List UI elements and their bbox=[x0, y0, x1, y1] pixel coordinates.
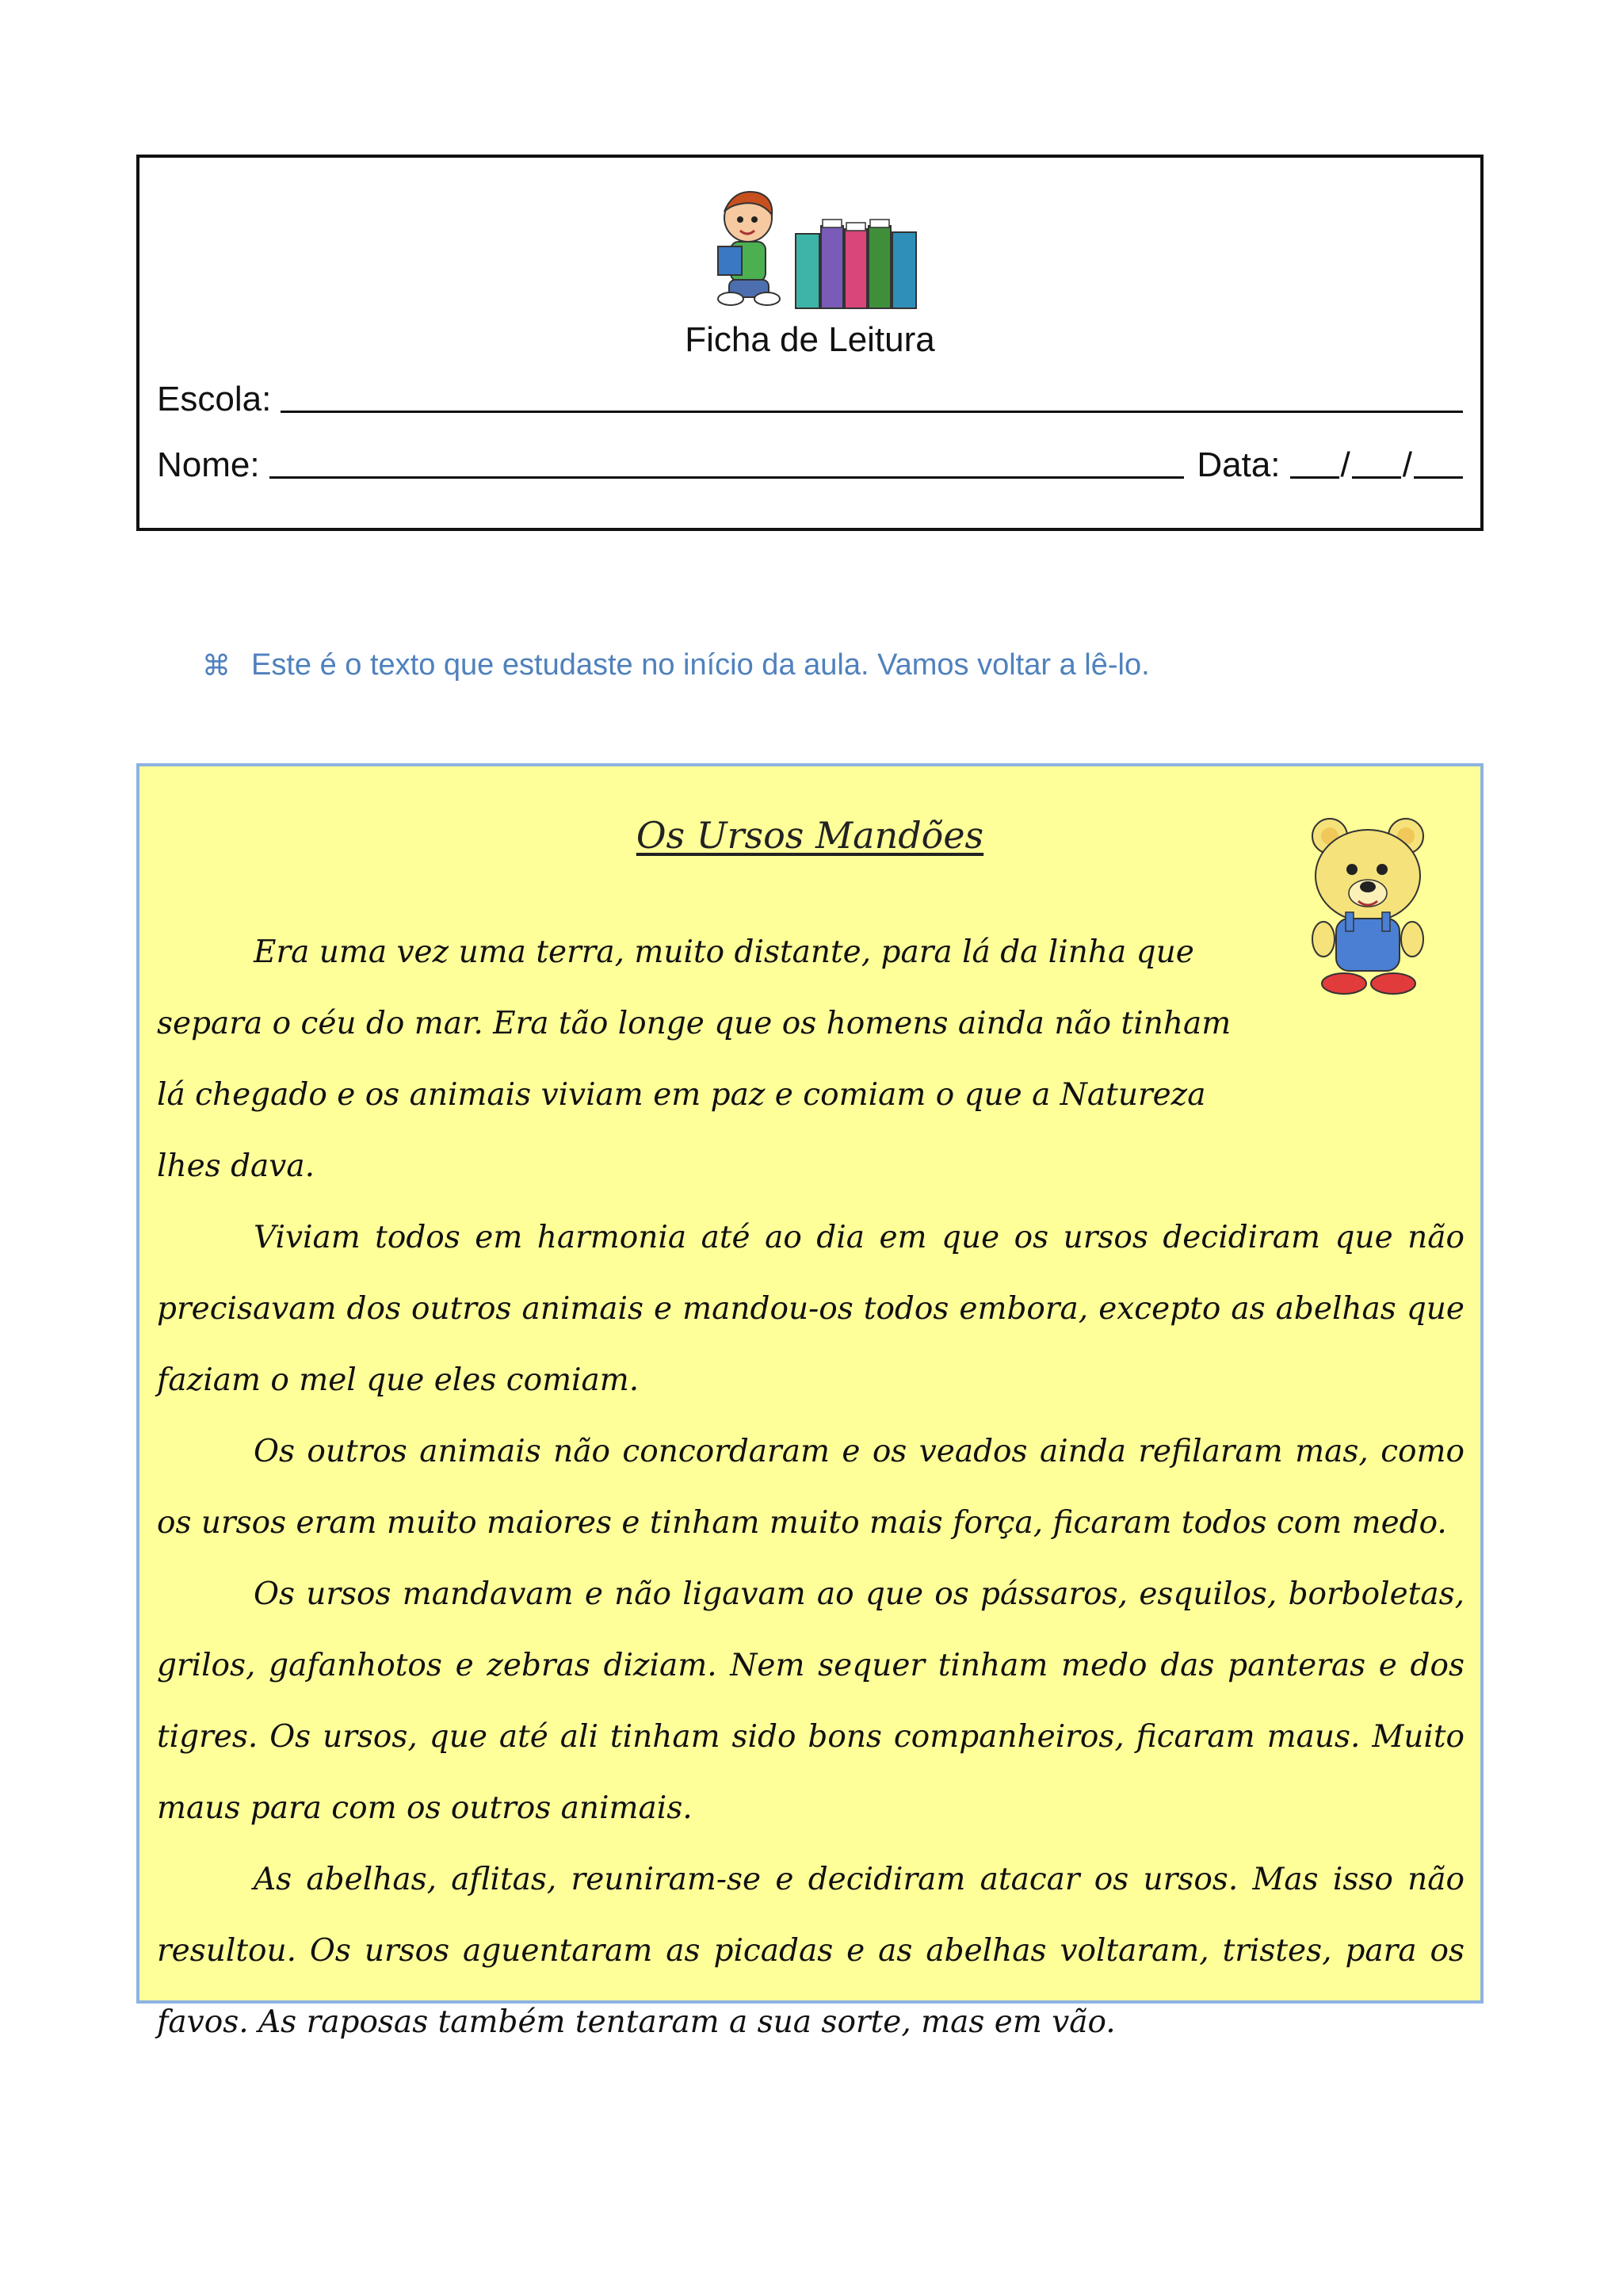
date-separator: / bbox=[1340, 445, 1350, 484]
story-paragraph: Os outros animais não concordaram e os veados ainda refilaram mas, como os ursos eram muito maiores e tinham muito mais força, ficaram todos com medo. bbox=[157, 1434, 1465, 1541]
date-day-blank[interactable] bbox=[1290, 448, 1339, 479]
command-icon: ⌘ bbox=[202, 648, 231, 682]
school-blank-line[interactable] bbox=[281, 382, 1463, 413]
school-label: Escola: bbox=[157, 380, 272, 418]
worksheet-title: Ficha de Leitura bbox=[685, 320, 935, 359]
kid-reading-books-illustration bbox=[702, 180, 924, 315]
story-paragraph: Os ursos mandavam e não ligavam ao que os pássaros, esquilos, borboletas, grilos, gafanhotos e zebras diziam. Nem sequer tinham medo das panteras e dos tigres. Os ursos, que até ali tinham sido bons companheiros, ficaram maus. Muito maus para com os outros animais. bbox=[157, 1576, 1465, 1826]
story-paragraph: As abelhas, aflitas, reuniram-se e decidiram atacar os ursos. Mas isso não resultou. Os ursos aguentaram as picadas e as abelhas voltaram, tristes, para os favos. As raposas também tentaram a sua sorte, mas em vão. bbox=[157, 1862, 1465, 2040]
story-box bbox=[136, 763, 1484, 2040]
name-label: Nome: bbox=[157, 445, 260, 484]
date-separator: / bbox=[1402, 445, 1412, 484]
date-label: Data: bbox=[1197, 445, 1281, 484]
story-paragraph: Era uma vez uma terra, muito distante, para lá da linha que separa o céu do mar. Era tão longe que os homens ainda não tinham lá chegado e os animais viviam em paz e comiam o que a Natureza lhes dava. bbox=[157, 934, 1232, 1184]
name-date-row bbox=[157, 445, 1463, 485]
instruction-line bbox=[202, 648, 1150, 682]
date-month-blank[interactable] bbox=[1352, 448, 1401, 479]
worksheet-header bbox=[136, 155, 1484, 531]
story-paragraph: Viviam todos em harmonia até ao dia em que os ursos decidiram que não precisavam dos outros animais e mandou-os todos embora, excepto as abelhas que faziam o mel que eles comiam. bbox=[157, 1220, 1465, 1398]
school-field-row bbox=[157, 380, 1463, 419]
story-title: Os Ursos Mandões bbox=[636, 814, 984, 857]
name-blank-line[interactable] bbox=[269, 448, 1185, 479]
story-body bbox=[157, 917, 1465, 2058]
instruction-text: Este é o texto que estudaste no início da aula. Vamos voltar a lê-lo. bbox=[251, 648, 1150, 682]
date-year-blank[interactable] bbox=[1414, 448, 1463, 479]
